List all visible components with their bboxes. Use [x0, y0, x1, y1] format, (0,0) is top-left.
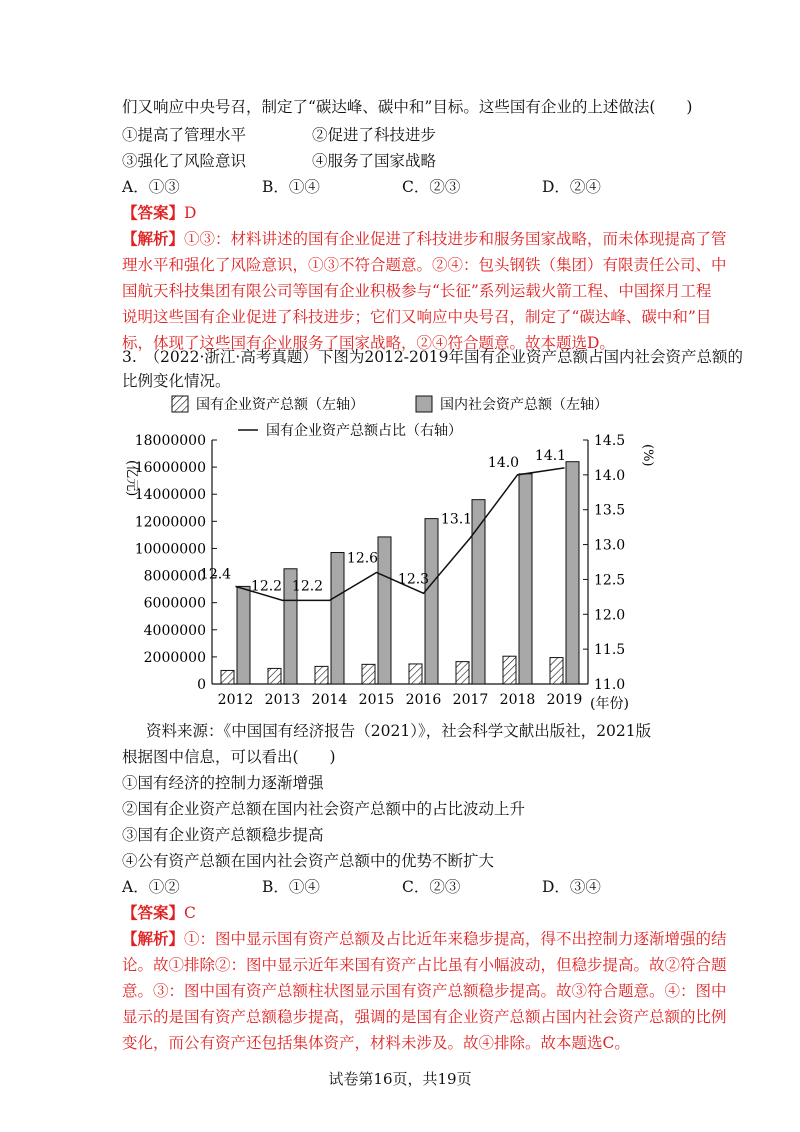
q3-choice-d: D．③④: [542, 878, 601, 896]
q2-analysis-line-5: 标，体现了这些国有企业服务了国家战略，②④符合题意。故本题选D。: [122, 334, 615, 352]
ratio-data-label: 12.2: [291, 578, 324, 595]
x-tick-label: 2012: [217, 692, 254, 708]
x-tick-label: 2016: [405, 692, 442, 708]
left-tick-label: 2000000: [143, 649, 206, 666]
q2-answer: [122, 202, 196, 224]
q3-analysis-line-5: 变化，而公有资产还包括集体资产，材料未涉及。故④排除。故本题选C。: [122, 1034, 630, 1052]
x-tick-label: 2015: [358, 692, 395, 708]
left-axis-title: (亿元): [124, 460, 139, 497]
bar-soe-assets: [221, 670, 234, 684]
bar-social-assets: [331, 553, 344, 684]
q2-analysis-tag: 【解析】: [122, 229, 185, 248]
legend-label-soe: 国有企业资产总额（左轴）: [196, 397, 364, 413]
q3-analysis-line-1: [122, 928, 727, 950]
right-tick-label: 13.0: [594, 537, 626, 554]
left-tick-label: 8000000: [143, 568, 206, 585]
right-tick-label: 12.0: [594, 607, 626, 624]
q3-analysis-line-4: 显示的是国有资产总额稳步提高，强调的是国有企业资产总额占国内社会资产总额的比例: [122, 1008, 727, 1026]
q2-choice-b: B．①④: [262, 178, 320, 196]
bar-soe-assets: [409, 664, 422, 684]
chart-source: 资料来源：《中国国有经济报告（2021）》，社会科学文献出版社，2021版: [146, 722, 652, 740]
q2-item-1: ①提高了管理水平: [122, 126, 247, 144]
x-tick-label: 2018: [499, 692, 536, 708]
ratio-data-label: 12.4: [199, 566, 232, 583]
q3-choice-c: C．②③: [402, 878, 461, 896]
asset-ratio-chart: [120, 388, 680, 728]
legend-label-social: 国内社会资产总额（左轴）: [440, 397, 608, 413]
q3-analysis-tag: 【解析】: [122, 929, 185, 948]
left-tick-label: 14000000: [134, 487, 206, 504]
q3-analysis-line-3: 意。③：图中国有资产总额柱状图显示国有资产总额稳步提高。故③符合题意。④：图中: [122, 982, 727, 1000]
left-tick-label: 0: [197, 677, 206, 693]
page-footer: 试卷第16页，共19页: [328, 1070, 472, 1088]
ratio-data-label: 13.1: [440, 511, 473, 528]
q3-answer-tag: 【答案】: [122, 903, 185, 922]
q3-item-4: ④公有资产总额在国内社会资产总额中的优势不断扩大: [122, 852, 495, 870]
ratio-data-label: 12.3: [397, 571, 430, 588]
bar-social-assets: [566, 462, 579, 684]
x-tick-label: 2019: [546, 692, 583, 708]
q2-choice-a: A．①③: [122, 178, 180, 196]
left-tick-label: 4000000: [143, 622, 206, 639]
q3-analysis-line-2: 论。故①排除②：图中显示近年来国有资产占比虽有小幅波动，但稳步提高。故②符合题: [122, 956, 727, 974]
q2-item-3: ③强化了风险意识: [122, 152, 247, 170]
bar-soe-assets: [268, 668, 281, 684]
q3-answer: [122, 902, 196, 924]
x-tick-label: 2014: [311, 692, 348, 708]
q3-stem-line-2: 比例变化情况。: [122, 372, 231, 390]
right-axis-title: (%): [640, 444, 655, 467]
bar-soe-assets: [503, 656, 516, 684]
q2-analysis-line-2: 理水平和强化了风险意识，①③不符合题意。②④：包头钢铁（集团）有限责任公司、中: [122, 256, 727, 274]
q3-choice-a: A．①②: [122, 878, 180, 896]
ratio-data-label: 12.2: [250, 578, 283, 595]
q2-analysis-line-4: 说明这些国有企业促进了科技进步；它们又响应中央号召，制定了“碳达峰、碳中和”目: [122, 308, 712, 326]
bar-social-assets: [425, 519, 438, 684]
bar-soe-assets: [550, 658, 563, 684]
left-tick-label: 12000000: [134, 514, 206, 531]
q2-answer-value: D: [184, 204, 197, 222]
bar-social-assets: [237, 586, 250, 684]
q2-item-2: ②促进了科技进步: [312, 126, 437, 144]
legend-swatch-soe: [172, 396, 188, 412]
right-tick-label: 11.5: [594, 642, 626, 659]
x-tick-label: 2013: [264, 692, 301, 708]
legend-swatch-social: [416, 396, 432, 412]
q2-analysis-text-1: ①③：材料讲述的国有企业促进了科技进步和服务国家战略，而未体现提高了管: [184, 230, 727, 248]
x-axis-title: (年份): [590, 696, 629, 712]
q2-choice-d: D．②④: [542, 178, 601, 196]
q3-item-2: ②国有企业资产总额在国内社会资产总额中的占比波动上升: [122, 800, 526, 818]
x-tick-label: 2017: [452, 692, 489, 708]
q3-answer-value: C: [184, 904, 196, 922]
right-tick-label: 11.0: [594, 677, 626, 693]
left-tick-label: 18000000: [134, 433, 206, 449]
ratio-data-label: 14.1: [534, 447, 567, 464]
q2-item-4: ④服务了国家战略: [312, 152, 437, 170]
left-tick-label: 16000000: [134, 460, 206, 477]
q3-analysis-text-1: ①：图中显示国有资产总额及占比近年来稳步提高，得不出控制力逐渐增强的结: [184, 930, 727, 948]
q3-choice-b: B．①④: [262, 878, 320, 896]
bar-social-assets: [519, 474, 532, 684]
ratio-data-label: 12.6: [346, 550, 379, 567]
q2-analysis-line-3: 国航天科技集团有限公司等国有企业积极参与“长征”系列运载火箭工程、中国探月工程: [122, 282, 712, 300]
q2-choice-c: C．②③: [402, 178, 461, 196]
bar-soe-assets: [315, 666, 328, 684]
q3-item-3: ③国有企业资产总额稳步提高: [122, 826, 324, 844]
right-tick-label: 14.5: [594, 433, 626, 449]
bar-social-assets: [378, 537, 391, 684]
legend-label-ratio: 国有企业资产总额占比（右轴）: [266, 423, 462, 439]
ratio-data-label: 14.0: [487, 454, 520, 471]
right-tick-label: 13.5: [594, 502, 626, 519]
q2-stem-line: 们又响应中央号召，制定了“碳达峰、碳中和”目标。这些国有企业的上述做法( ): [122, 98, 693, 116]
q3-stem-line-1: 3. （2022·浙江·高考真题）下图为2012-2019年国有企业资产总额占国内社会资产总额的: [122, 348, 743, 366]
q3-item-1: ①国有经济的控制力逐渐增强: [122, 774, 324, 792]
left-tick-label: 6000000: [143, 595, 206, 612]
q3-question: 根据图中信息，可以看出( ): [122, 748, 336, 766]
q2-analysis-line-1: [122, 228, 727, 250]
bar-soe-assets: [456, 662, 469, 684]
left-tick-label: 10000000: [134, 541, 206, 558]
right-tick-label: 14.0: [594, 467, 626, 484]
q2-answer-tag: 【答案】: [122, 203, 185, 222]
bar-soe-assets: [362, 664, 375, 684]
right-tick-label: 12.5: [594, 572, 626, 589]
